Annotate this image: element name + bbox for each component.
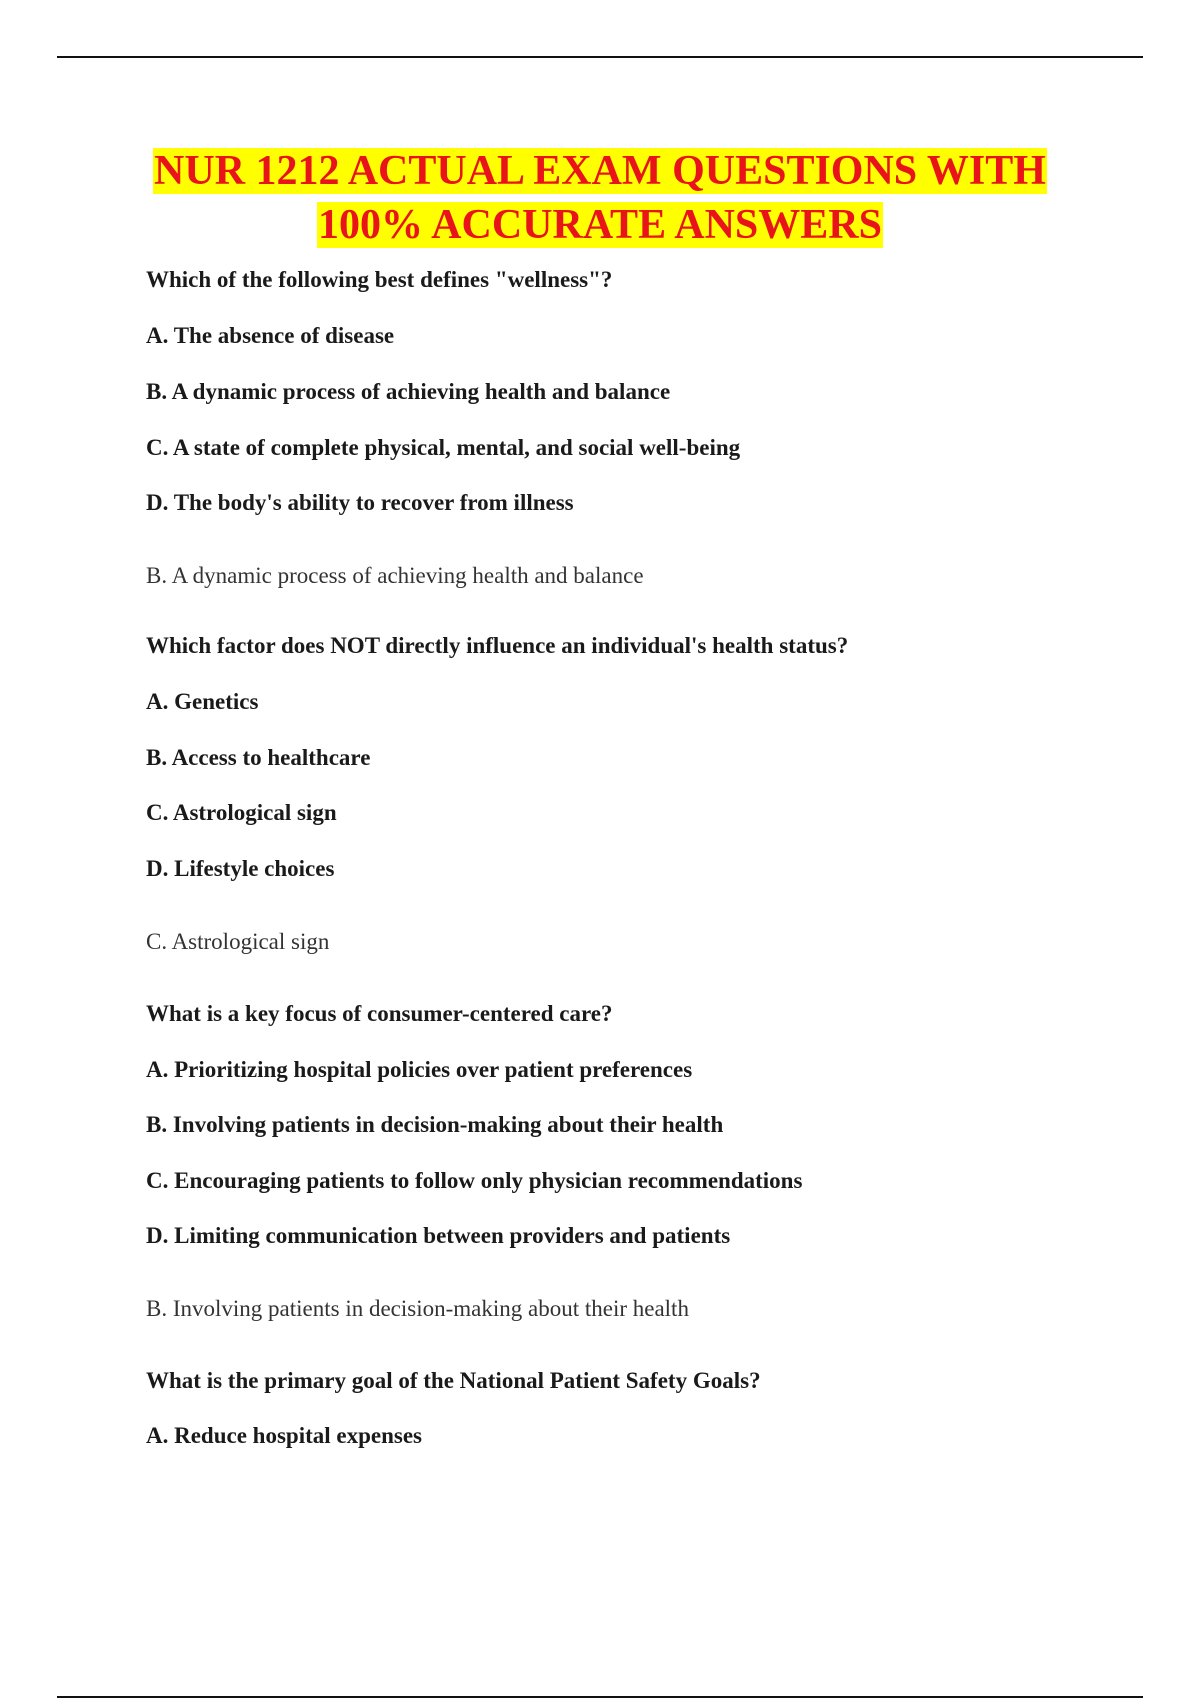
- question-1-option-b: B. A dynamic process of achieving health and balance: [146, 379, 671, 404]
- top-rule: [57, 56, 1143, 58]
- question-2-answer: C. Astrological sign: [146, 929, 330, 954]
- question-1: Which of the following best defines "wellness"?: [146, 267, 613, 292]
- question-1-option-c: C. A state of complete physical, mental, and social well-being: [146, 435, 741, 460]
- question-2-option-d: D. Lifestyle choices: [146, 856, 335, 881]
- document-title: [60, 144, 1140, 252]
- question-4: What is the primary goal of the National Patient Safety Goals?: [146, 1368, 761, 1393]
- question-3: What is a key focus of consumer-centered care?: [146, 1001, 613, 1026]
- question-3-option-c: C. Encouraging patients to follow only physician recommendations: [146, 1168, 803, 1193]
- question-2-option-c: C. Astrological sign: [146, 800, 337, 825]
- title-line-1: NUR 1212 ACTUAL EXAM QUESTIONS WITH: [154, 148, 1046, 194]
- question-2: Which factor does NOT directly influence an individual's health status?: [146, 633, 849, 658]
- question-3-option-b: B. Involving patients in decision-making about their health: [146, 1112, 724, 1137]
- question-1-answer: B. A dynamic process of achieving health and balance: [146, 563, 644, 588]
- bottom-rule: [57, 1696, 1143, 1698]
- question-1-option-d: D. The body's ability to recover from illness: [146, 490, 574, 515]
- question-3-option-d: D. Limiting communication between providers and patients: [146, 1223, 731, 1248]
- question-2-option-a: A. Genetics: [146, 689, 259, 714]
- question-1-option-a: A. The absence of disease: [146, 323, 395, 348]
- question-3-option-a: A. Prioritizing hospital policies over patient preferences: [146, 1057, 693, 1082]
- question-4-option-a: A. Reduce hospital expenses: [146, 1423, 423, 1448]
- question-2-option-b: B. Access to healthcare: [146, 745, 371, 770]
- title-line-2: 100% ACCURATE ANSWERS: [318, 202, 882, 248]
- question-3-answer: B. Involving patients in decision-making about their health: [146, 1296, 689, 1321]
